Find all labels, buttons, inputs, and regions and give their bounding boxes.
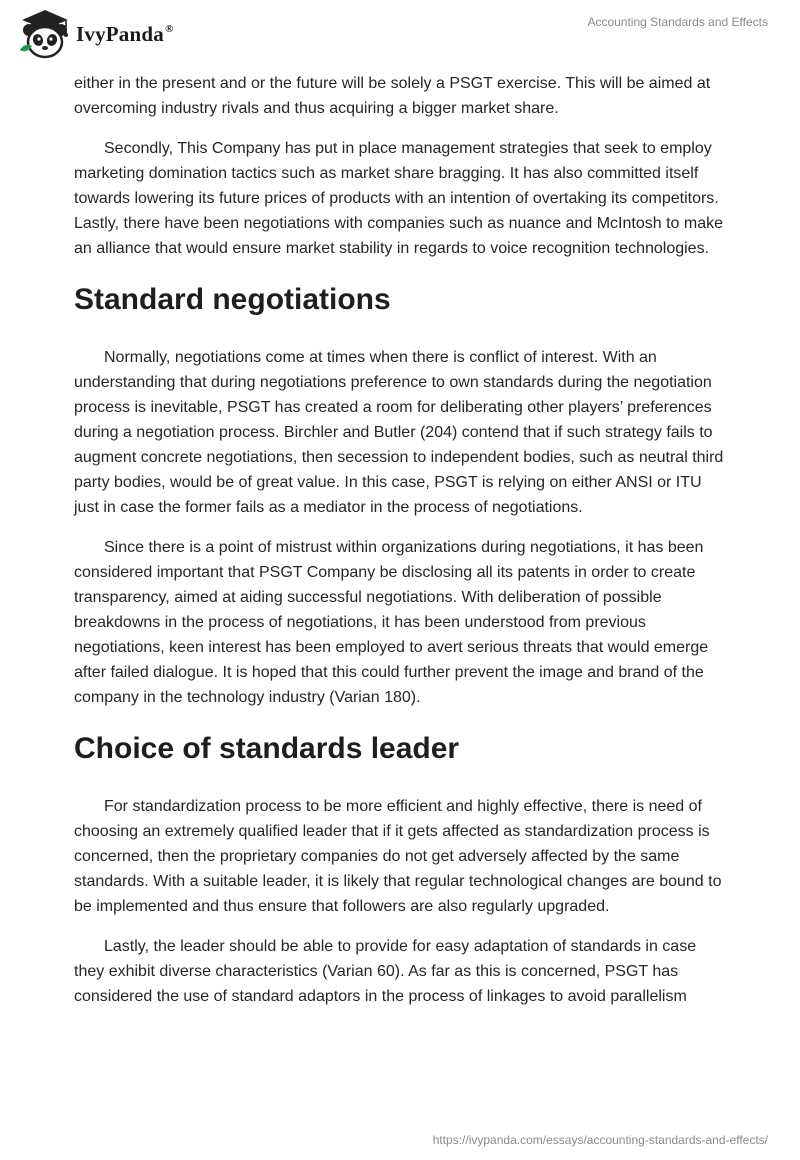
document-title: Accounting Standards and Effects <box>587 15 768 29</box>
source-url[interactable]: https://ivypanda.com/essays/accounting-standards-and-effects/ <box>432 1133 768 1147</box>
section-heading: Standard negotiations <box>74 283 391 316</box>
paragraph: For standardization process to be more efficient and highly effective, there is need of choosing an extremely qualified leader that if it gets affected as standardization process is concerned, then the proprietary companies do not get adversely affected by the same standards. With a suitable leader, it is likely that regular technological changes are bound to be implemented and thus ensure that followers are also regularly upgraded. <box>74 798 722 915</box>
paragraph: either in the present and or the future will be solely a PSGT exercise. This will be aimed at overcoming industry rivals and thus acquiring a bigger market share. <box>74 75 711 117</box>
brand-name: IvyPanda® <box>76 21 174 46</box>
paragraph: Since there is a point of mistrust within organizations during negotiations, it has been considered important that PSGT Company be disclosing all its patents in order to create transparency, aimed at aiding successful negotiations. With deliberation of possible breakdowns in the process of negotiations, it has been understood from previous negotiations, keen interest has been employed to avert serious threats that would emerge after failed dialogue. It is hoped that this could further prevent the image and brand of the company in the technology industry (Varian 180). <box>74 539 709 706</box>
paragraph: Secondly, This Company has put in place management strategies that seek to employ marketing domination tactics such as market share bragging. It has also committed itself towards lowering its future prices of products with an intention of overtaking its competitors. Lastly, there have been negotiations with companies such as nuance and McIntosh to make an alliance that would ensure market stability in regards to voice recognition technologies. <box>74 140 723 257</box>
essay-body <box>74 71 730 1024</box>
panda-logo-icon <box>16 8 74 60</box>
page-header <box>0 0 800 70</box>
paragraph: Lastly, the leader should be able to provide for easy adaptation of standards in case they exhibit diverse characteristics (Varian 60). As far as this is concerned, PSGT has considered the use of standard adaptors in the process of linkages to avoid parallelism <box>74 938 697 1005</box>
paragraph: Normally, negotiations come at times when there is conflict of interest. With an understanding that during negotiations preference to own standards during the negotiation process is inevitable, PSGT has created a room for deliberating other players’ preferences during a negotiation process. Birchler and Butler (204) contend that if such strategy fails to augment concrete negotiations, then secession to independent bodies, such as neutral third party bodies, would be of great value. In this case, PSGT is relying on either ANSI or ITU just in case the former fails as a mediator in the process of negotiations. <box>74 349 724 516</box>
brand-logo[interactable] <box>16 8 173 60</box>
section-heading: Choice of standards leader <box>74 732 460 765</box>
